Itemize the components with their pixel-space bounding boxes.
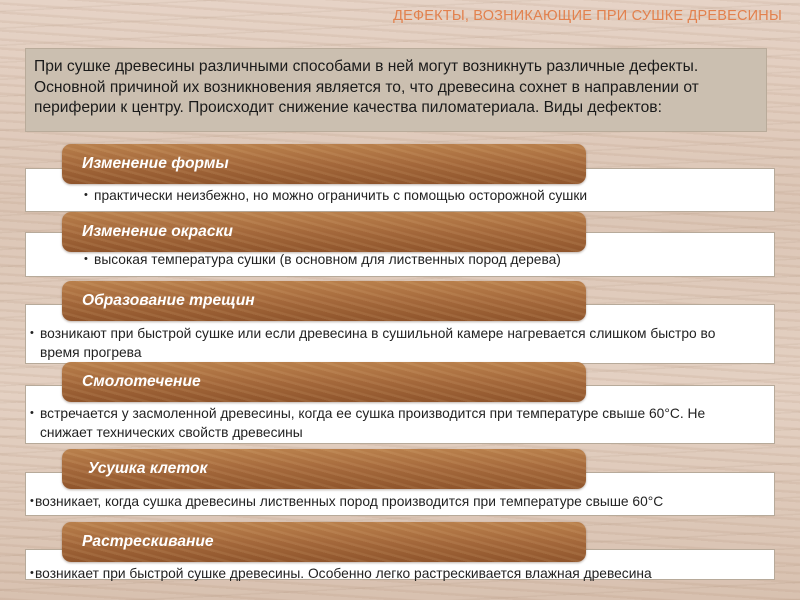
bullet-icon: • <box>30 407 34 419</box>
bullet-icon: • <box>84 189 88 201</box>
defect-label: Образование трещин <box>62 281 586 321</box>
defect-label: Изменение формы <box>62 144 586 184</box>
bullet-icon: • <box>30 567 34 579</box>
intro-box: При сушке древесины различными способами в ней могут возникнуть различные дефекты. Основной причиной их возникновения является то, что древесина сохнет в направлении от периферии к центру. Происходит снижение качества пиломатериала. Виды дефектов: <box>25 48 767 132</box>
defect-bullet <box>30 564 742 583</box>
defect-bullet <box>30 324 742 362</box>
defect-description: возникает при быстрой сушке древесины. Особенно легко растрескивается влажная древесина <box>35 566 652 581</box>
defect-description: практически неизбежно, но можно ограничить с помощью осторожной сушки <box>94 188 588 203</box>
bullet-icon: • <box>30 495 34 507</box>
defect-bullet <box>84 186 764 205</box>
defect-bullet <box>30 404 742 442</box>
bullet-icon: • <box>30 327 34 339</box>
defect-description: возникают при быстрой сушке или если древесина в сушильной камере нагревается слишком быстро во время прогрева <box>40 326 716 360</box>
slide-title: ДЕФЕКТЫ, ВОЗНИКАЮЩИЕ ПРИ СУШКЕ ДРЕВЕСИНЫ <box>393 8 782 24</box>
defect-description: возникает, когда сушка древесины лиственных пород производится при температуре свыше 60°С <box>35 494 664 509</box>
bullet-icon: • <box>84 253 88 265</box>
defect-bullet <box>30 492 742 511</box>
defect-description: встречается у засмоленной древесины, когда ее сушка производится при температуре свыше 60°С. Не снижает технических свойств древесины <box>40 406 706 440</box>
defect-label: Смолотечение <box>62 362 586 402</box>
defect-label: Усушка клеток <box>62 449 586 489</box>
defect-description: высокая температура сушки (в основном для лиственных пород дерева) <box>94 252 561 267</box>
defect-label: Изменение окраски <box>62 212 586 252</box>
defect-bullet <box>84 250 764 269</box>
defect-label: Растрескивание <box>62 522 586 562</box>
